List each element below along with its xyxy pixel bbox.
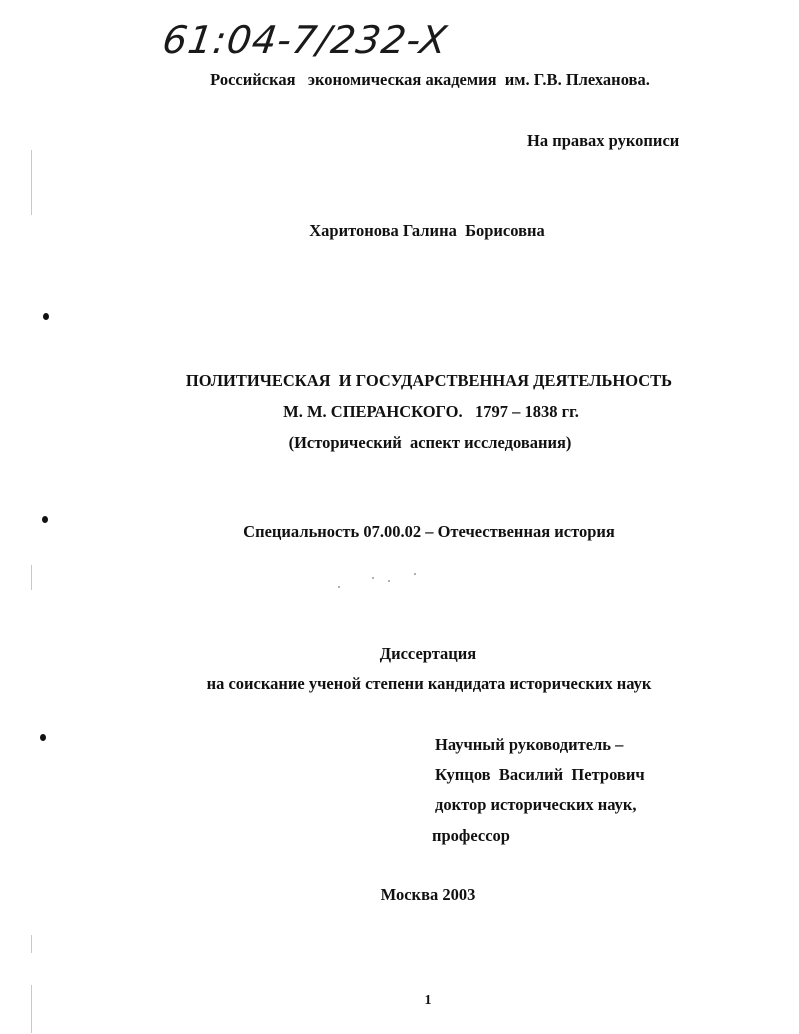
work-type: Диссертация <box>379 644 477 663</box>
specialty: Специальность 07.00.02 – Отечественная история <box>243 522 615 541</box>
scan-speck <box>414 573 416 575</box>
rights-note: На правах рукописи <box>527 131 680 150</box>
scan-speck <box>388 580 390 582</box>
supervisor-name: Купцов Василий Петрович <box>435 765 645 784</box>
title-line-1: ПОЛИТИЧЕСКАЯ И ГОСУДАРСТВЕННАЯ ДЕЯТЕЛЬНОСТЬ <box>185 371 673 390</box>
scan-edge-line <box>31 935 32 953</box>
supervisor-label: Научный руководитель – <box>435 735 624 754</box>
scan-speck <box>338 586 340 588</box>
title-line-2: М. М. СПЕРАНСКОГО. 1797 – 1838 гг. <box>283 402 579 421</box>
author-name: Харитонова Галина Борисовна <box>309 221 545 240</box>
scan-edge-line <box>31 565 32 590</box>
scan-edge-line <box>31 985 32 1033</box>
scan-edge-line <box>31 150 32 215</box>
binding-hole-mark <box>40 734 46 741</box>
page-number: 1 <box>424 993 432 1008</box>
binding-hole-mark <box>43 313 49 320</box>
scan-speck <box>372 577 374 579</box>
supervisor-degree: доктор исторических наук, <box>435 795 637 814</box>
handwritten-archive-code: 61:04-7/232-X <box>159 18 451 62</box>
city-year: Москва 2003 <box>380 885 476 904</box>
institution-name: Российская экономическая академия им. Г.В. Плеханова. <box>210 70 650 89</box>
binding-hole-mark <box>42 516 48 523</box>
title-line-3: (Исторический аспект исследования) <box>288 433 572 452</box>
degree-sought: на соискание ученой степени кандидата исторических наук <box>206 674 652 693</box>
supervisor-title: профессор <box>432 826 510 845</box>
